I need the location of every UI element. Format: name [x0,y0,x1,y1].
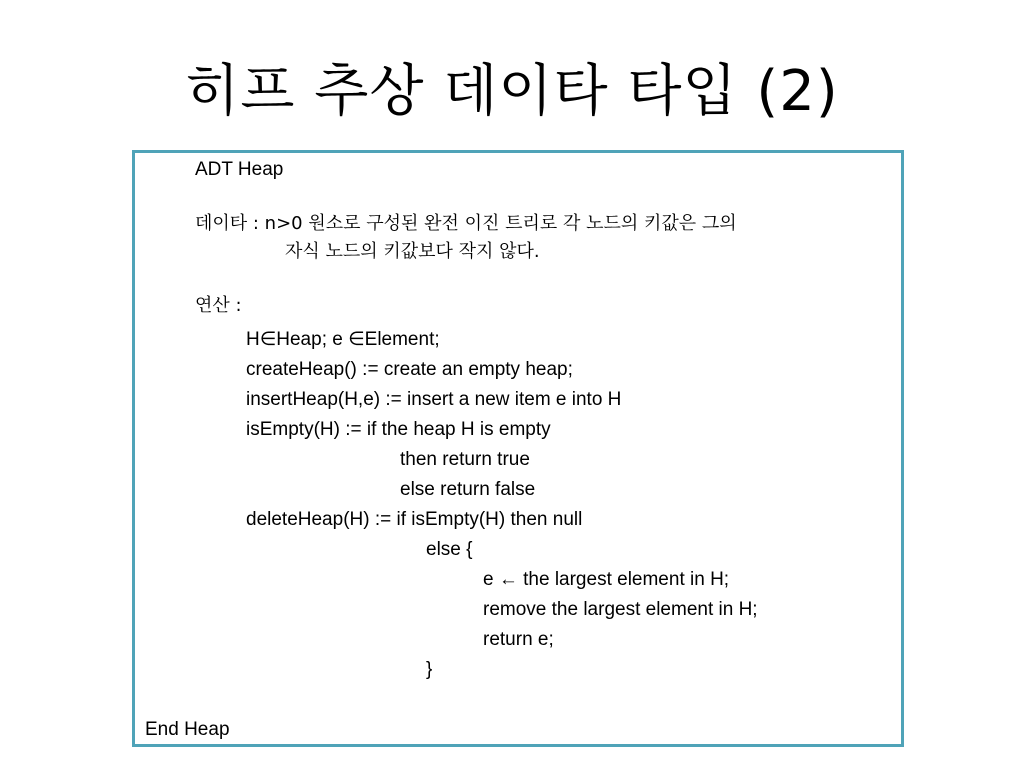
adt-content-box [132,150,904,747]
op-deleteheap-step3: return e; [483,629,554,650]
op-deleteheap-else: else { [426,539,473,560]
slide-title: 히프 추상 데이타 타입 (2) [185,59,839,124]
op-deleteheap-close-brace: } [426,659,433,680]
op-isempty-then: then return true [400,449,530,470]
data-definition-line2: 자식 노드의 키값보다 작지 않다. [285,241,540,262]
op-isempty: isEmpty(H) := if the heap H is empty [246,419,551,440]
op-deleteheap-step1: e ← the largest element in H; [483,569,730,590]
data-definition-line1: 데이타 : n>0 원소로 구성된 완전 이진 트리로 각 노드의 키값은 그의 [195,213,737,234]
operations-label: 연산 : [195,295,242,316]
op-createheap: createHeap() := create an empty heap; [246,359,573,380]
op-deleteheap-step2: remove the largest element in H; [483,599,758,620]
op-deleteheap: deleteHeap(H) := if isEmpty(H) then null [246,509,583,530]
adt-footer: End Heap [145,719,230,740]
op-isempty-else: else return false [400,479,536,500]
op-insertheap: insertHeap(H,e) := insert a new item e into H [246,389,622,410]
adt-header: ADT Heap [195,159,284,180]
op-declaration: H∈Heap; e ∈Element; [246,329,440,350]
